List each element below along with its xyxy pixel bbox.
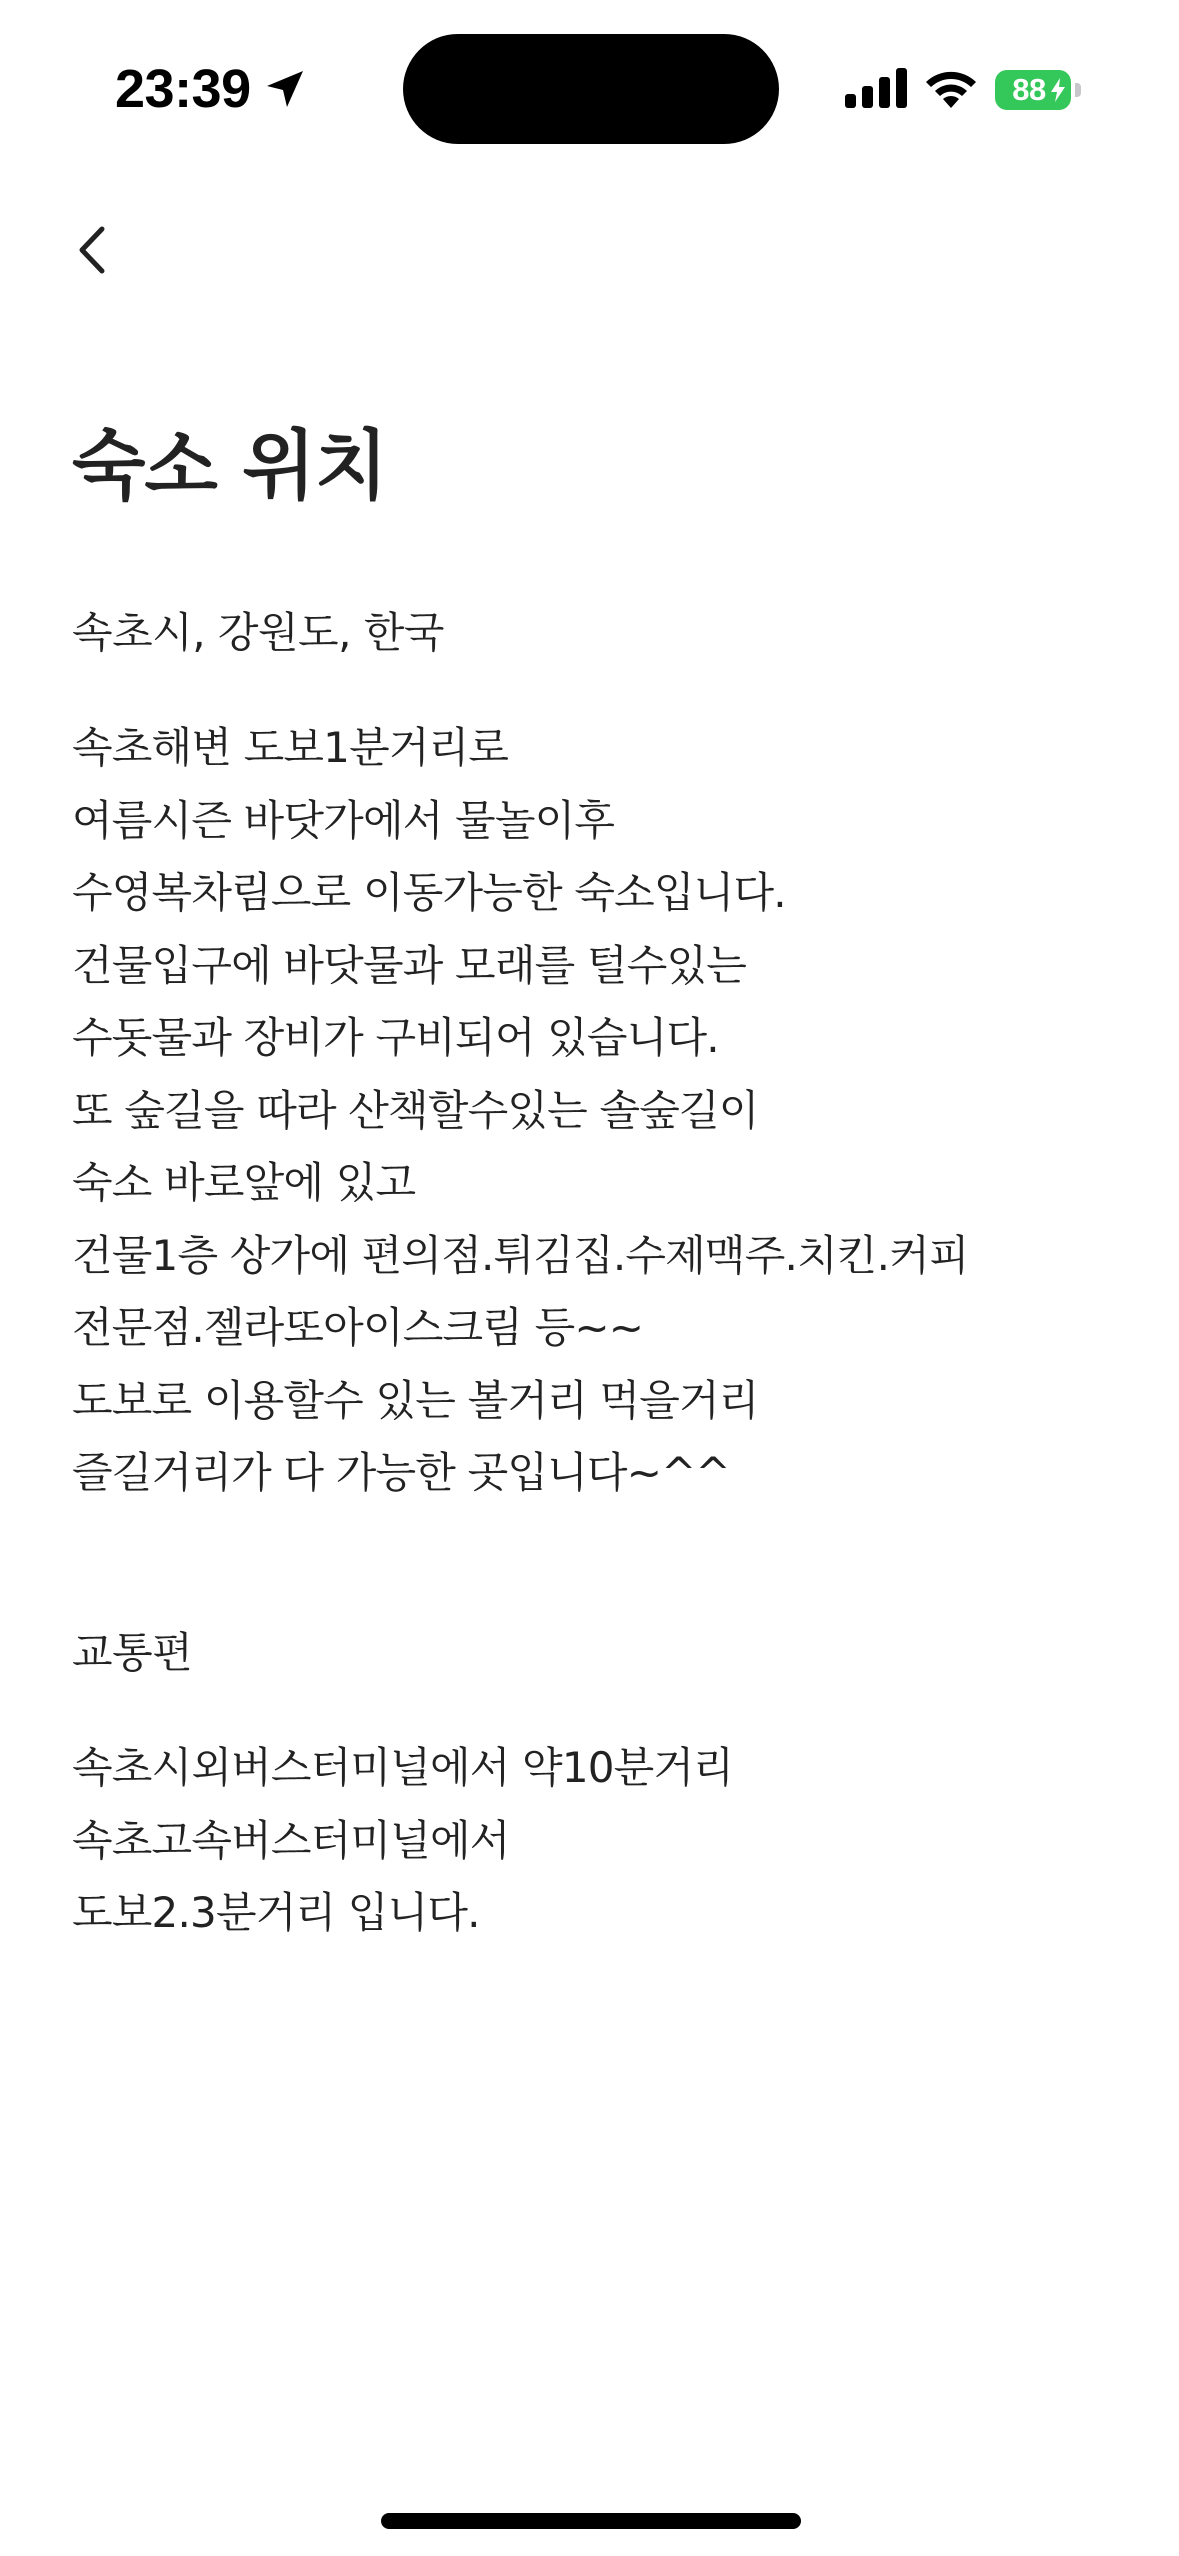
wifi-icon [923,68,979,112]
description-line: 건물입구에 바닷물과 모래를 털수있는 [72,940,747,990]
dynamic-island [403,34,779,144]
description-line: 건물1층 상가에 편의점.튀김집.수제맥주.치킨.커피 [72,1230,969,1280]
location-text: 속초시, 강원도, 한국 [72,608,444,657]
description-line: 전문점.젤라또아이스크림 등~~ [72,1303,644,1352]
chevron-left-icon [76,225,108,275]
location-description [72,712,1112,1510]
battery-level: 88 [1012,72,1046,107]
cellular-signal-icon [845,68,907,112]
description-line: 수영복차림으로 이동가능한 숙소입니다. [72,868,786,917]
transport-line: 속초고속버스터미널에서 [72,1815,510,1865]
bolt-icon [1051,78,1065,102]
description-line: 속초해변 도보1분거리로 [72,723,509,772]
status-time-group [115,54,307,124]
status-bar [0,0,1179,170]
transport-line: 속초시외버스터미널에서 약10분거리 [72,1743,733,1792]
home-indicator[interactable] [381,2513,801,2529]
back-button[interactable] [62,212,122,288]
transport-heading: 교통편 [72,1628,193,1677]
battery-cap [1075,83,1081,97]
page-title: 숙소 위치 [72,421,388,510]
description-line: 도보로 이용할수 있는 볼거리 먹을거리 [72,1375,759,1425]
description-line: 수돗물과 장비가 구비되어 있습니다. [72,1013,719,1062]
status-indicators [845,60,1081,120]
description-line: 숙소 바로앞에 있고 [72,1158,416,1207]
location-arrow-icon [263,67,307,111]
battery-charging-icon [995,70,1071,110]
description-line: 여름시즌 바닷가에서 물놀이후 [72,795,615,845]
status-time: 23:39 [115,59,251,119]
description-line: 즐길거리가 다 가능한 곳입니다~^^ [72,1448,730,1497]
transport-line: 도보2.3분거리 입니다. [72,1888,480,1937]
transport-description [72,1732,1112,1950]
description-line: 또 숲길을 따라 산책할수있는 솔숲길이 [72,1085,759,1135]
